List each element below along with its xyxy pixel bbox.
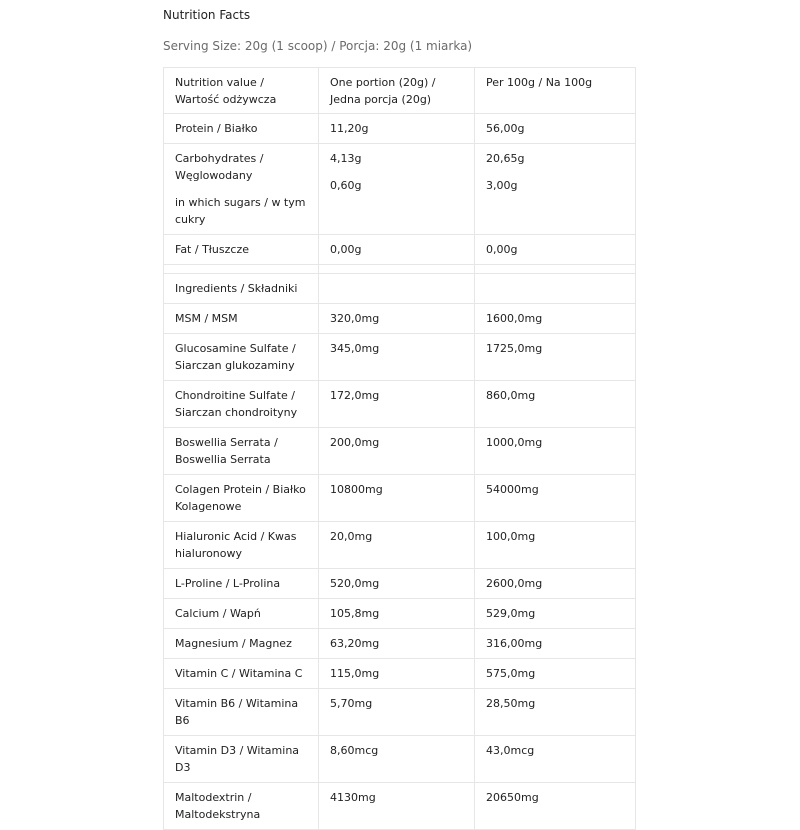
ingredient-portion: 5,70mg [319, 689, 475, 736]
table-row [164, 783, 636, 830]
table-row [164, 304, 636, 334]
ingredient-portion: 345,0mg [319, 334, 475, 381]
empty-cell [319, 274, 475, 304]
ingredient-portion: 20,0mg [319, 522, 475, 569]
spacer-cell [164, 265, 319, 274]
page-title: Nutrition Facts [163, 8, 251, 22]
table-row [164, 522, 636, 569]
ingredient-per100: 575,0mg [475, 659, 636, 689]
ingredient-per100: 28,50mg [475, 689, 636, 736]
ingredient-name: Glucosamine Sulfate / Siarczan glukozaminy [164, 334, 319, 381]
ingredient-name: Vitamin D3 / Witamina D3 [164, 736, 319, 783]
ingredient-per100: 316,00mg [475, 629, 636, 659]
ingredients-header-row [164, 274, 636, 304]
table-row [164, 659, 636, 689]
row-name: Protein / Białko [164, 114, 319, 144]
header-per-100g: Per 100g / Na 100g [475, 68, 636, 114]
ingredient-portion: 320,0mg [319, 304, 475, 334]
ingredient-portion: 105,8mg [319, 599, 475, 629]
ingredient-portion: 200,0mg [319, 428, 475, 475]
ingredient-name: Colagen Protein / Białko Kolagenowe [164, 475, 319, 522]
sugars-portion: 0,60g [330, 179, 362, 192]
ingredient-per100: 43,0mcg [475, 736, 636, 783]
sugars-name: in which sugars / w tym cukry [175, 196, 306, 226]
table-row [164, 114, 636, 144]
ingredient-per100: 54000mg [475, 475, 636, 522]
ingredients-header: Ingredients / Składniki [164, 274, 319, 304]
row-per100: 0,00g [475, 235, 636, 265]
table-row [164, 629, 636, 659]
spacer-cell [475, 265, 636, 274]
ingredient-name: Vitamin B6 / Witamina B6 [164, 689, 319, 736]
ingredient-per100: 1000,0mg [475, 428, 636, 475]
ingredient-per100: 2600,0mg [475, 569, 636, 599]
row-per100: 56,00g [475, 114, 636, 144]
header-nutrition-value: Nutrition value / Wartość odżywcza [164, 68, 319, 114]
ingredient-name: L-Proline / L-Prolina [164, 569, 319, 599]
carbs-per100: 20,65g [486, 152, 525, 165]
table-row [164, 599, 636, 629]
ingredients-list [164, 304, 636, 830]
table-row [164, 235, 636, 265]
table-row-carbohydrates [164, 144, 636, 235]
ingredient-per100: 100,0mg [475, 522, 636, 569]
table-row [164, 736, 636, 783]
ingredient-portion: 172,0mg [319, 381, 475, 428]
table-row [164, 475, 636, 522]
ingredient-portion: 63,20mg [319, 629, 475, 659]
ingredient-name: Calcium / Wapń [164, 599, 319, 629]
row-portion: 0,00g [319, 235, 475, 265]
ingredient-name: Vitamin C / Witamina C [164, 659, 319, 689]
ingredient-per100: 529,0mg [475, 599, 636, 629]
table-row [164, 569, 636, 599]
table-row [164, 689, 636, 736]
ingredient-name: Maltodextrin / Maltodekstryna [164, 783, 319, 830]
carbs-name-cell [164, 144, 319, 235]
ingredient-name: Hialuronic Acid / Kwas hialuronowy [164, 522, 319, 569]
row-name: Fat / Tłuszcze [164, 235, 319, 265]
header-one-portion: One portion (20g) / Jedna porcja (20g) [319, 68, 475, 114]
serving-size: Serving Size: 20g (1 scoop) / Porcja: 20g (1 miarka) [163, 39, 473, 53]
ingredient-per100: 20650mg [475, 783, 636, 830]
table-row [164, 334, 636, 381]
empty-cell [475, 274, 636, 304]
ingredient-portion: 8,60mcg [319, 736, 475, 783]
nutrition-table [163, 67, 636, 830]
ingredient-name: Boswellia Serrata / Boswellia Serrata [164, 428, 319, 475]
ingredient-portion: 10800mg [319, 475, 475, 522]
ingredient-per100: 860,0mg [475, 381, 636, 428]
ingredient-portion: 4130mg [319, 783, 475, 830]
carbs-portion-cell [319, 144, 475, 235]
carbs-per100-cell [475, 144, 636, 235]
carbs-portion: 4,13g [330, 152, 362, 165]
ingredient-per100: 1600,0mg [475, 304, 636, 334]
row-portion: 11,20g [319, 114, 475, 144]
table-header-row [164, 68, 636, 114]
ingredient-portion: 520,0mg [319, 569, 475, 599]
spacer-cell [319, 265, 475, 274]
ingredient-portion: 115,0mg [319, 659, 475, 689]
ingredient-name: MSM / MSM [164, 304, 319, 334]
table-row [164, 381, 636, 428]
sugars-per100: 3,00g [486, 179, 518, 192]
ingredient-name: Chondroitine Sulfate / Siarczan chondroityny [164, 381, 319, 428]
table-row [164, 428, 636, 475]
ingredient-per100: 1725,0mg [475, 334, 636, 381]
carbs-name: Carbohydrates / Węglowodany [175, 152, 264, 182]
ingredient-name: Magnesium / Magnez [164, 629, 319, 659]
table-spacer-row [164, 265, 636, 274]
